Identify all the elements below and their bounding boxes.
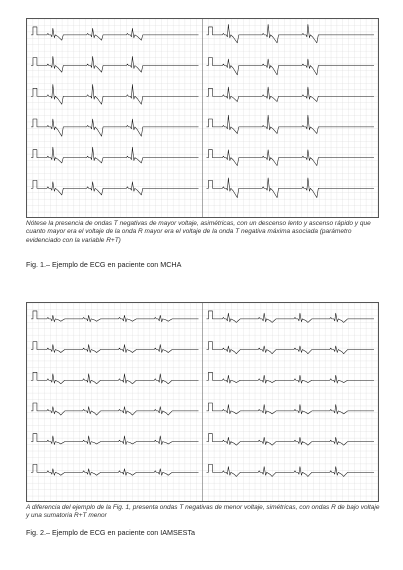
ecg-tracing-2	[27, 303, 378, 501]
figure-1-caption: Fig. 1.– Ejemplo de ECG en paciente con MCHA	[26, 260, 182, 269]
figure-1-note: Nótese la presencia de ondas T negativas de mayor voltaje, asimétricas, con un descenso lento y ascenso rápido y que cuanto mayor era el voltaje de la onda R mayor era el voltaje de la onda T negativa máxima asociada (parámetro evidenciado con la variable R+T)	[26, 220, 371, 244]
ecg-figure-2	[26, 302, 379, 502]
ecg-tracing-1	[27, 19, 378, 217]
figure-2-caption: Fig. 2.– Ejemplo de ECG en paciente con IAMSESTa	[26, 528, 195, 537]
ecg-grid	[27, 19, 378, 217]
ecg-figure-1	[26, 18, 379, 218]
figure-2-note: A diferencia del ejemplo de la Fig. 1, presenta ondas T negativas de menor voltaje, simétricas, con ondas R de bajo voltaje y una sumatoria R+T menor	[26, 504, 380, 520]
ecg-grid	[27, 303, 378, 501]
